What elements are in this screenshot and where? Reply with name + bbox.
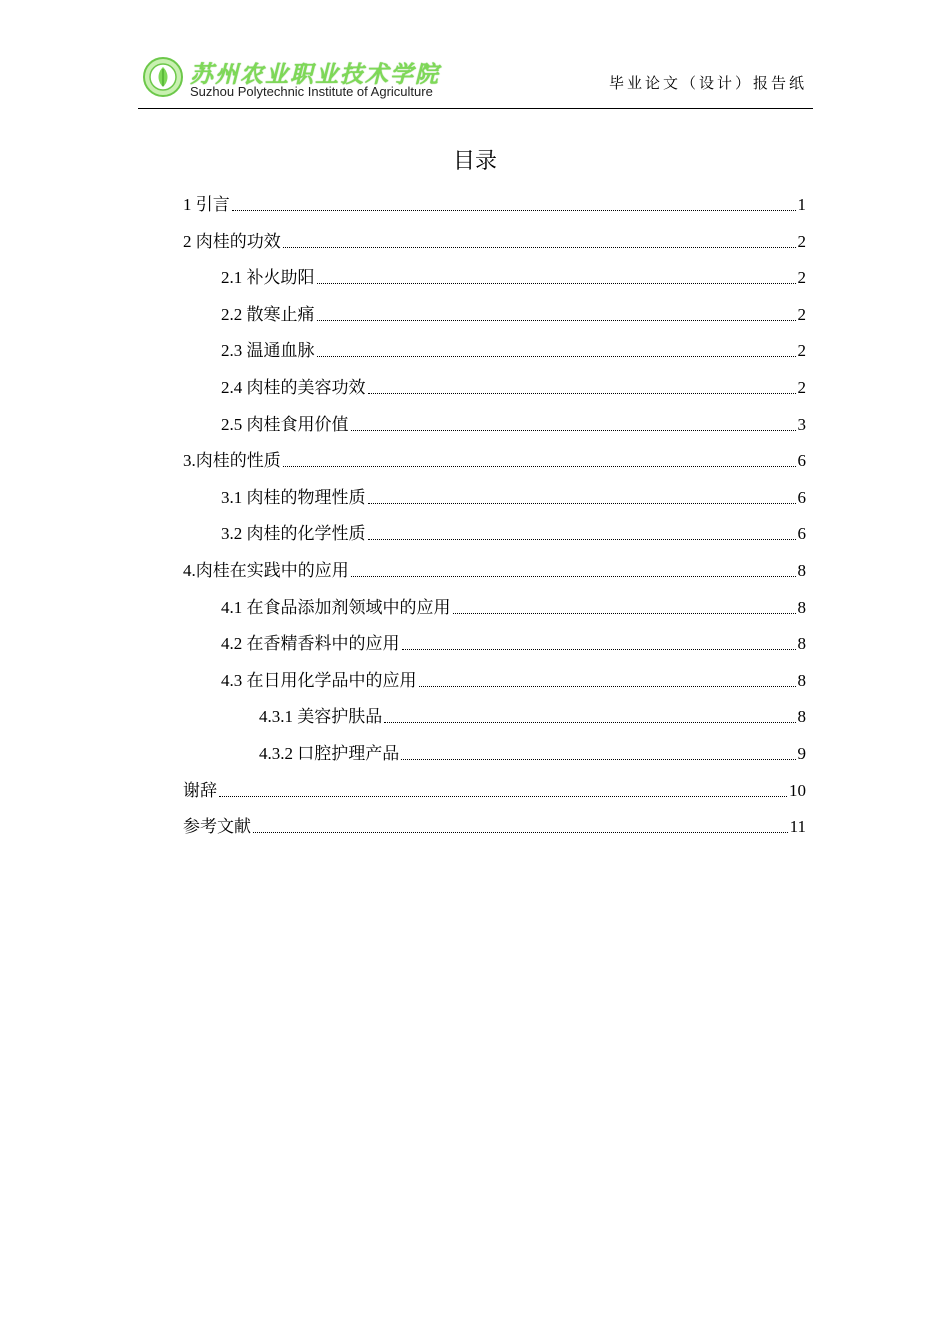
school-name-en: Suzhou Polytechnic Institute of Agriculture bbox=[190, 84, 433, 99]
toc-entry-page-number: 1 bbox=[797, 195, 806, 214]
toc-dot-leader bbox=[317, 283, 796, 284]
toc-entry-label: 4.3 在日用化学品中的应用 bbox=[221, 670, 417, 690]
toc-dot-leader bbox=[283, 247, 796, 248]
toc-entry-label: 参考文献 bbox=[183, 817, 251, 837]
toc-entry-page-number: 9 bbox=[797, 744, 806, 763]
toc-dot-leader bbox=[368, 503, 796, 504]
toc-entry-label: 3.1 肉桂的物理性质 bbox=[221, 487, 366, 507]
toc-entry-page-number: 6 bbox=[797, 524, 806, 544]
toc-entry[interactable] bbox=[221, 593, 806, 619]
toc-dot-leader bbox=[283, 466, 796, 467]
toc-dot-leader bbox=[351, 430, 796, 431]
toc-entry[interactable] bbox=[221, 629, 806, 655]
toc-entry-page-number: 2 bbox=[797, 231, 806, 251]
toc-entry-page-number: 3 bbox=[797, 414, 806, 434]
toc-entry-label: 3.2 肉桂的化学性质 bbox=[221, 524, 366, 544]
toc-title: 目录 bbox=[452, 149, 497, 174]
page-header bbox=[138, 52, 813, 108]
toc-dot-leader bbox=[232, 210, 796, 211]
toc-entry-label: 2.5 肉桂食用价值 bbox=[221, 414, 349, 434]
toc-entry[interactable] bbox=[259, 702, 806, 728]
toc-entry[interactable] bbox=[221, 519, 806, 545]
toc-entry-label: 4.肉桂在实践中的应用 bbox=[183, 561, 349, 580]
toc-entry-label: 2.2 散寒止痛 bbox=[221, 304, 315, 324]
toc-dot-leader bbox=[384, 722, 795, 723]
toc-entry-page-number: 6 bbox=[797, 451, 806, 471]
toc-entry[interactable] bbox=[183, 227, 806, 253]
school-name-cn: 苏州农业职业技术学院 bbox=[190, 61, 440, 88]
toc-dot-leader bbox=[453, 613, 796, 614]
toc-entry-label: 2.3 温通血脉 bbox=[221, 341, 315, 361]
toc-entry-label: 谢辞 bbox=[183, 780, 217, 800]
toc-entry-label: 4.1 在食品添加剂领域中的应用 bbox=[221, 597, 451, 617]
school-logo-icon bbox=[143, 57, 183, 97]
toc-entry-label: 1 引言 bbox=[183, 195, 230, 214]
toc-dot-leader bbox=[317, 320, 796, 321]
toc-entry[interactable] bbox=[221, 373, 806, 399]
toc-entry-label: 2 肉桂的功效 bbox=[183, 231, 281, 251]
toc-entry[interactable] bbox=[221, 300, 806, 326]
toc-entry[interactable] bbox=[183, 190, 806, 216]
toc-entry-page-number: 2 bbox=[797, 304, 806, 324]
toc-entry-page-number: 2 bbox=[797, 268, 806, 288]
toc-dot-leader bbox=[253, 832, 788, 833]
header-divider bbox=[138, 108, 813, 109]
toc-entry[interactable] bbox=[221, 263, 806, 289]
toc-dot-leader bbox=[419, 686, 796, 687]
toc-entry-label: 3.肉桂的性质 bbox=[183, 451, 281, 471]
toc-entry[interactable] bbox=[259, 739, 806, 765]
toc-entry[interactable] bbox=[183, 812, 806, 838]
toc-dot-leader bbox=[368, 393, 796, 394]
toc-entry-page-number: 8 bbox=[797, 634, 806, 654]
toc-entry-label: 4.2 在香精香料中的应用 bbox=[221, 634, 400, 654]
toc-dot-leader bbox=[402, 649, 796, 650]
document-type-label: 毕业论文（设计）报告纸 bbox=[608, 74, 807, 92]
toc-dot-leader bbox=[368, 539, 796, 540]
toc-entry[interactable] bbox=[183, 446, 806, 472]
toc-entry-page-number: 2 bbox=[797, 341, 806, 361]
toc-entry-page-number: 8 bbox=[797, 597, 806, 617]
toc-entry-page-number: 6 bbox=[797, 487, 806, 507]
toc-entry[interactable] bbox=[183, 776, 806, 802]
toc-dot-leader bbox=[351, 576, 796, 577]
toc-entry[interactable] bbox=[221, 483, 806, 509]
toc-dot-leader bbox=[317, 356, 796, 357]
toc-entry-page-number: 2 bbox=[797, 378, 806, 397]
toc-entry[interactable] bbox=[221, 336, 806, 362]
toc-dot-leader bbox=[401, 759, 795, 760]
toc-dot-leader bbox=[219, 796, 787, 797]
toc-entry-label: 4.3.1 美容护肤品 bbox=[259, 707, 383, 727]
toc-entry[interactable] bbox=[221, 666, 806, 692]
toc-entry-page-number: 8 bbox=[797, 707, 806, 727]
toc-entry-label: 2.4 肉桂的美容功效 bbox=[221, 378, 366, 397]
toc-entry-page-number: 10 bbox=[789, 780, 806, 800]
toc-entry-page-number: 8 bbox=[797, 670, 806, 690]
toc-entry[interactable] bbox=[183, 556, 806, 582]
toc-entry-label: 2.1 补火助阳 bbox=[221, 268, 315, 288]
toc-entry-label: 4.3.2 口腔护理产品 bbox=[259, 744, 400, 763]
toc-entry[interactable] bbox=[221, 410, 806, 436]
toc-entry-page-number: 11 bbox=[789, 817, 806, 837]
toc-entry-page-number: 8 bbox=[797, 561, 806, 580]
